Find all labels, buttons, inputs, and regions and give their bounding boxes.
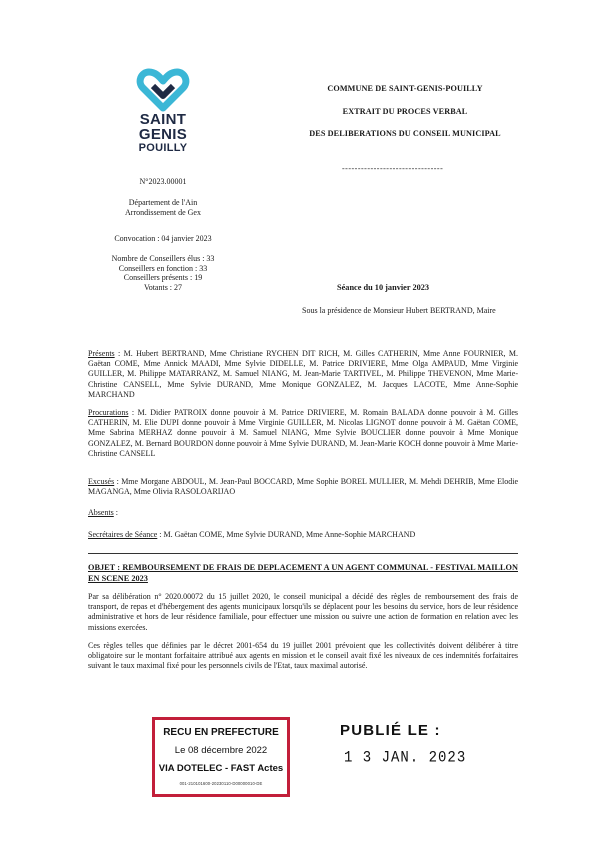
arrondissement: Arrondissement de Gex [125,207,201,217]
header-commune: COMMUNE DE SAINT-GENIS-POUILLY [327,84,483,93]
objet-label: OBJET [88,563,116,572]
publie-label: PUBLIÉ LE : [340,722,441,739]
header-separator: -------------------------------- [342,164,444,173]
count-presents: Conseillers présents : 19 [123,273,203,282]
excuses-label: Excusés [88,477,115,486]
town-logo [118,68,208,155]
excuses-text: : Mme Morgane ABDOUL, M. Jean-Paul BOCCARD, Mme Sophie BOREL MULLIER, M. Mehdi DEHRIB, Mme Elodie MAGANGA, Mme Olivia RASOLOARIJAO [88,477,518,497]
body-paragraph-2: Ces règles telles que définies par le décret 2001-654 du 19 juillet 2001 prévoient que les collectivités doivent délibérer à titre obligatoire sur le montant forfaitaire attribué aux agents en mission et le conseil avait fixé les niveaux de ces indemnités forfaitaires suivant le taux maximal fixé pour les personnels civils de l'Etat, taux maximal autorisé. [88,641,518,671]
body-paragraph-1: Par sa délibération n° 2020.00072 du 15 juillet 2020, le conseil municipal a décidé des règles de remboursement des frais de transport, de repas et d'hébergement des agents municipaux lorsqu'ils se déplacent pour les besoins du service, hors de leur résidence administrative et hors de leur résidence familiale, pour effectuer une mission ou suivre une action de formation en relation avec les missions exercées. [88,592,518,632]
publie-date: 1 3 JAN. 2023 [344,749,467,768]
objet-heading [88,563,518,584]
logo-line-2: GENIS [138,126,188,143]
presents-paragraph [88,349,518,400]
presents-label: Présents [88,349,115,358]
heart-logo-icon [135,68,191,112]
procurations-text: : M. Didier PATROIX donne pouvoir à M. Patrice DRIVIERE, M. Romain BALADA donne pouvoir à M. Gilles CATHERIN, M. Elie DUPI donne pouvoir à Mme Virginie GUILLER, M. Nicolas LIGNOT donne pouvoir à M. Gaëtan COME, Mme Sabrina MERHAZ donne pouvoir à M. Samuel NIANG, Mme Sylvie BOUCLIER donne pouvoir à Mme Monique GONZALEZ, M. Bernard BOURDON donne pouvoir à Mme Sylvie DURAND, M. Jean-Marie KOCH donne pouvoir à Mme Marie-Christine CANSELL [88,408,518,458]
stamp-channel: VIA DOTELEC - FAST Actes [158,763,284,774]
convocation-date: Convocation : 04 janvier 2023 [114,234,212,243]
prefecture-stamp [152,717,290,797]
presidence: Sous la présidence de Monsieur Hubert BERTRAND, Maire [302,306,496,315]
count-elus: Nombre de Conseillers élus : 33 [111,254,215,263]
procurations-paragraph [88,408,518,459]
stamp-title: RECU EN PREFECTURE [163,727,279,738]
presents-text: : M. Hubert BERTRAND, Mme Christiane RYCHEN DIT RICH, M. Gilles CATHERIN, Mme Anne FOURNIER, M. Gaëtan COME, Mme Annick MAADI, Mme Sylvie DIDELLE, M. Patrice DRIVIERE, Mme Olga AMPAUD, Mme Virginie GUILLER, M. Philippe MATARRANZ, M. Samuel NIANG, M. Jean-Marie TARTIVEL, M. Philippe THEVENON, Mme Marie-Christine CANSELL, Mme Sylvie DURAND, Mme Monique GONZALEZ, M. Jacques LACOTE, Mme Anne-Sophie MARCHAND [88,349,518,399]
logo-line-1: SAINT [139,111,187,128]
procurations-label: Procurations [88,408,129,417]
objet-text: : REMBOURSEMENT DE FRAIS DE DEPLACEMENT A UN AGENT COMMUNAL - FESTIVAL MAILLON EN SCENE 2023 [88,563,518,583]
secretaires-text: : M. Gaëtan COME, Mme Sylvie DURAND, Mme Anne-Sophie MARCHAND [157,530,416,539]
stamp-reference: 001-210101600-20230110-D00000010-DE [179,781,263,786]
count-votants: Votants : 27 [143,282,183,292]
header-extrait: EXTRAIT DU PROCES VERBAL [342,107,468,116]
header-deliberations: DES DELIBERATIONS DU CONSEIL MUNICIPAL [309,129,501,138]
absents-text: : [113,508,119,517]
secretaires-paragraph [88,530,518,540]
absents-label: Absents [88,508,114,517]
seance-date: Séance du 10 janvier 2023 [337,283,430,292]
excuses-paragraph [88,477,518,497]
departement: Département de l'Ain [128,198,198,207]
administrative-info [88,198,238,217]
absents-paragraph [88,508,518,518]
stamp-date: Le 08 décembre 2022 [174,745,268,756]
council-counts [88,254,238,292]
count-fonction: Conseillers en fonction : 33 [118,263,208,273]
section-divider [88,553,518,554]
secretaires-label: Secrétaires de Séance [88,530,158,539]
deliberation-number: N°2023.00001 [139,177,187,186]
logo-line-3: POUILLY [138,142,188,154]
